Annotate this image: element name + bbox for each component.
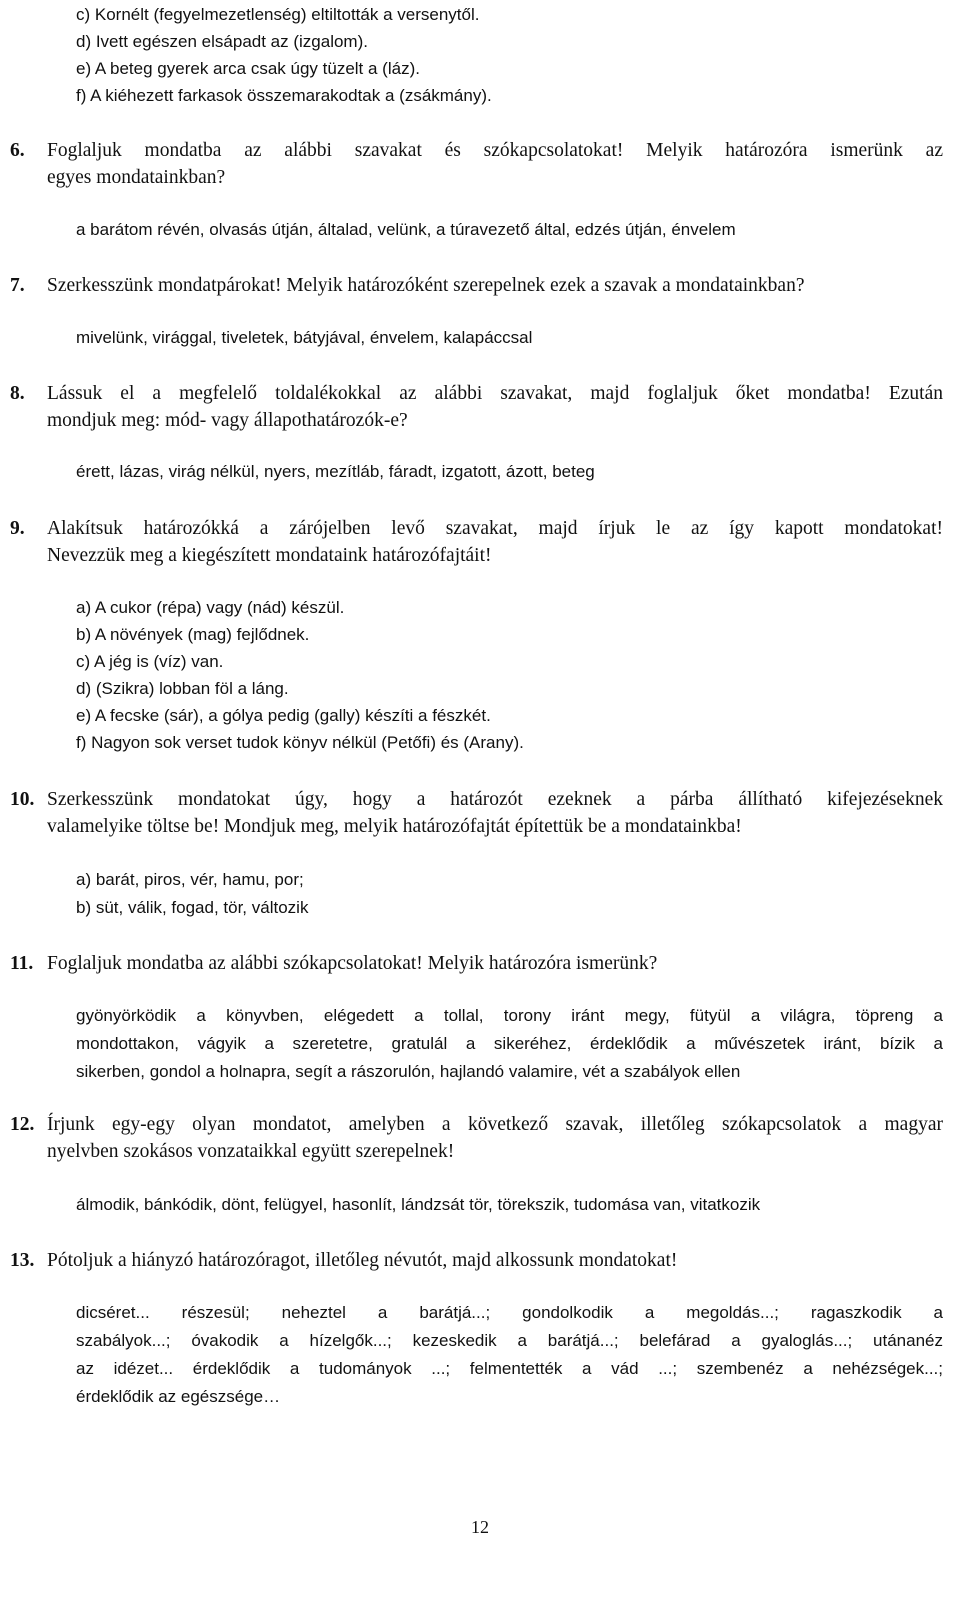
word-list: álmodik, bánkódik, dönt, felügyel, hasonlít, lándzsát tör, törekszik, tudomása van, vitatkozik (76, 1195, 761, 1214)
exercise-text: Szerkesszünk mondatpárokat! Melyik határozóként szerepelnek ezek a szavak a mondatainkban? (47, 275, 805, 296)
exercise-text: Pótoljuk a hiányzó határozóragot, illetőleg névutót, majd alkossunk mondatokat! (47, 1250, 678, 1271)
exercise-number: 6. (10, 140, 25, 161)
exercise-text: Foglaljuk mondatba az alábbi szókapcsolatokat! Melyik határozóra ismerünk? (47, 953, 658, 974)
word-list: mondottakon, vágyik a szeretetre, gratulál a sikeréhez, érdeklődik a művészetek iránt, bízik a (76, 1034, 943, 1053)
list-item: b) A növények (mag) fejlődnek. (76, 625, 310, 644)
top-item: d) Ivett egészen elsápadt az (izgalom). (76, 32, 368, 51)
exercise-number: 7. (10, 275, 25, 296)
exercise-text: nyelvben szokásos vonzataikkal együtt szerepelnek! (47, 1141, 455, 1162)
word-list: érett, lázas, virág nélkül, nyers, mezítláb, fáradt, izgatott, ázott, beteg (76, 462, 595, 481)
exercise-text: Alakítsuk határozókká a zárójelben levő szavakat, majd írjuk le az így kapott mondatokat! (47, 518, 943, 539)
word-list: mivelünk, virággal, tiveletek, bátyjával, énvelem, kalapáccsal (76, 328, 533, 347)
top-item: c) Kornélt (fegyelmezetlenség) eltiltották a versenytől. (76, 5, 480, 24)
list-item: a) barát, piros, vér, hamu, por; (76, 870, 304, 889)
exercise-number: 8. (10, 383, 25, 404)
list-item: d) (Szikra) lobban föl a láng. (76, 679, 289, 698)
exercise-number: 12. (10, 1114, 35, 1135)
list-item: f) Nagyon sok verset tudok könyv nélkül (Petőfi) és (Arany). (76, 733, 524, 752)
exercise-text: Írjunk egy-egy olyan mondatot, amelyben a következő szavak, illetőleg szókapcsolatok a magyar (47, 1114, 943, 1135)
word-list: a barátom révén, olvasás útján, általad, velünk, a túravezető által, edzés útján, énvelem (76, 220, 736, 239)
word-list: gyönyörködik a könyvben, elégedett a tollal, torony iránt megy, fütyül a világra, töpreng a (76, 1006, 943, 1025)
list-item: e) A fecske (sár), a gólya pedig (gally) készíti a fészkét. (76, 706, 491, 725)
word-list: szabályok...; óvakodik a hízelgők...; kezeskedik a barátjá...; belefárad a gyaloglás...; utánanéz (76, 1331, 943, 1350)
exercise-number: 10. (10, 789, 35, 810)
exercise-text: Szerkesszünk mondatokat úgy, hogy a határozót ezeknek a párba állítható kifejezéseknek (47, 789, 943, 810)
exercise-text: Nevezzük meg a kiegészített mondataink határozófajtáit! (47, 545, 492, 566)
word-list: sikerben, gondol a holnapra, segít a rászorulón, hajlandó valamire, vét a szabályok ellen (76, 1062, 741, 1081)
list-item: b) süt, válik, fogad, tör, változik (76, 898, 309, 917)
page-number: 12 (471, 1517, 489, 1537)
list-item: a) A cukor (répa) vagy (nád) készül. (76, 598, 345, 617)
list-item: c) A jég is (víz) van. (76, 652, 224, 671)
exercise-number: 11. (10, 953, 34, 974)
word-list: dicséret... részesül; neheztel a barátjá...; gondolkodik a megoldás...; ragaszkodik a (76, 1303, 943, 1322)
top-item: e) A beteg gyerek arca csak úgy tüzelt a (láz). (76, 59, 420, 78)
word-list: érdeklődik az egészsége… (76, 1387, 281, 1406)
word-list: az idézet... érdeklődik a tudományok ...; felmentették a vád ...; szembenéz a nehézségek...; (76, 1359, 943, 1378)
exercise-text: valamelyike töltse be! Mondjuk meg, melyik határozófajtát építettük be a mondatainkba! (47, 816, 742, 837)
exercise-text: mondjuk meg: mód- vagy állapothatározók-e? (47, 410, 408, 431)
exercise-number: 9. (10, 518, 25, 539)
exercise-text: egyes mondatainkban? (47, 167, 226, 188)
exercise-number: 13. (10, 1250, 35, 1271)
top-item: f) A kiéhezett farkasok összemarakodtak a (zsákmány). (76, 86, 492, 105)
exercise-text: Lássuk el a megfelelő toldalékokkal az alábbi szavakat, majd foglaljuk őket mondatba! Ezután (47, 383, 943, 404)
exercise-text: Foglaljuk mondatba az alábbi szavakat és szókapcsolatokat! Melyik határozóra ismerünk az (47, 140, 943, 161)
